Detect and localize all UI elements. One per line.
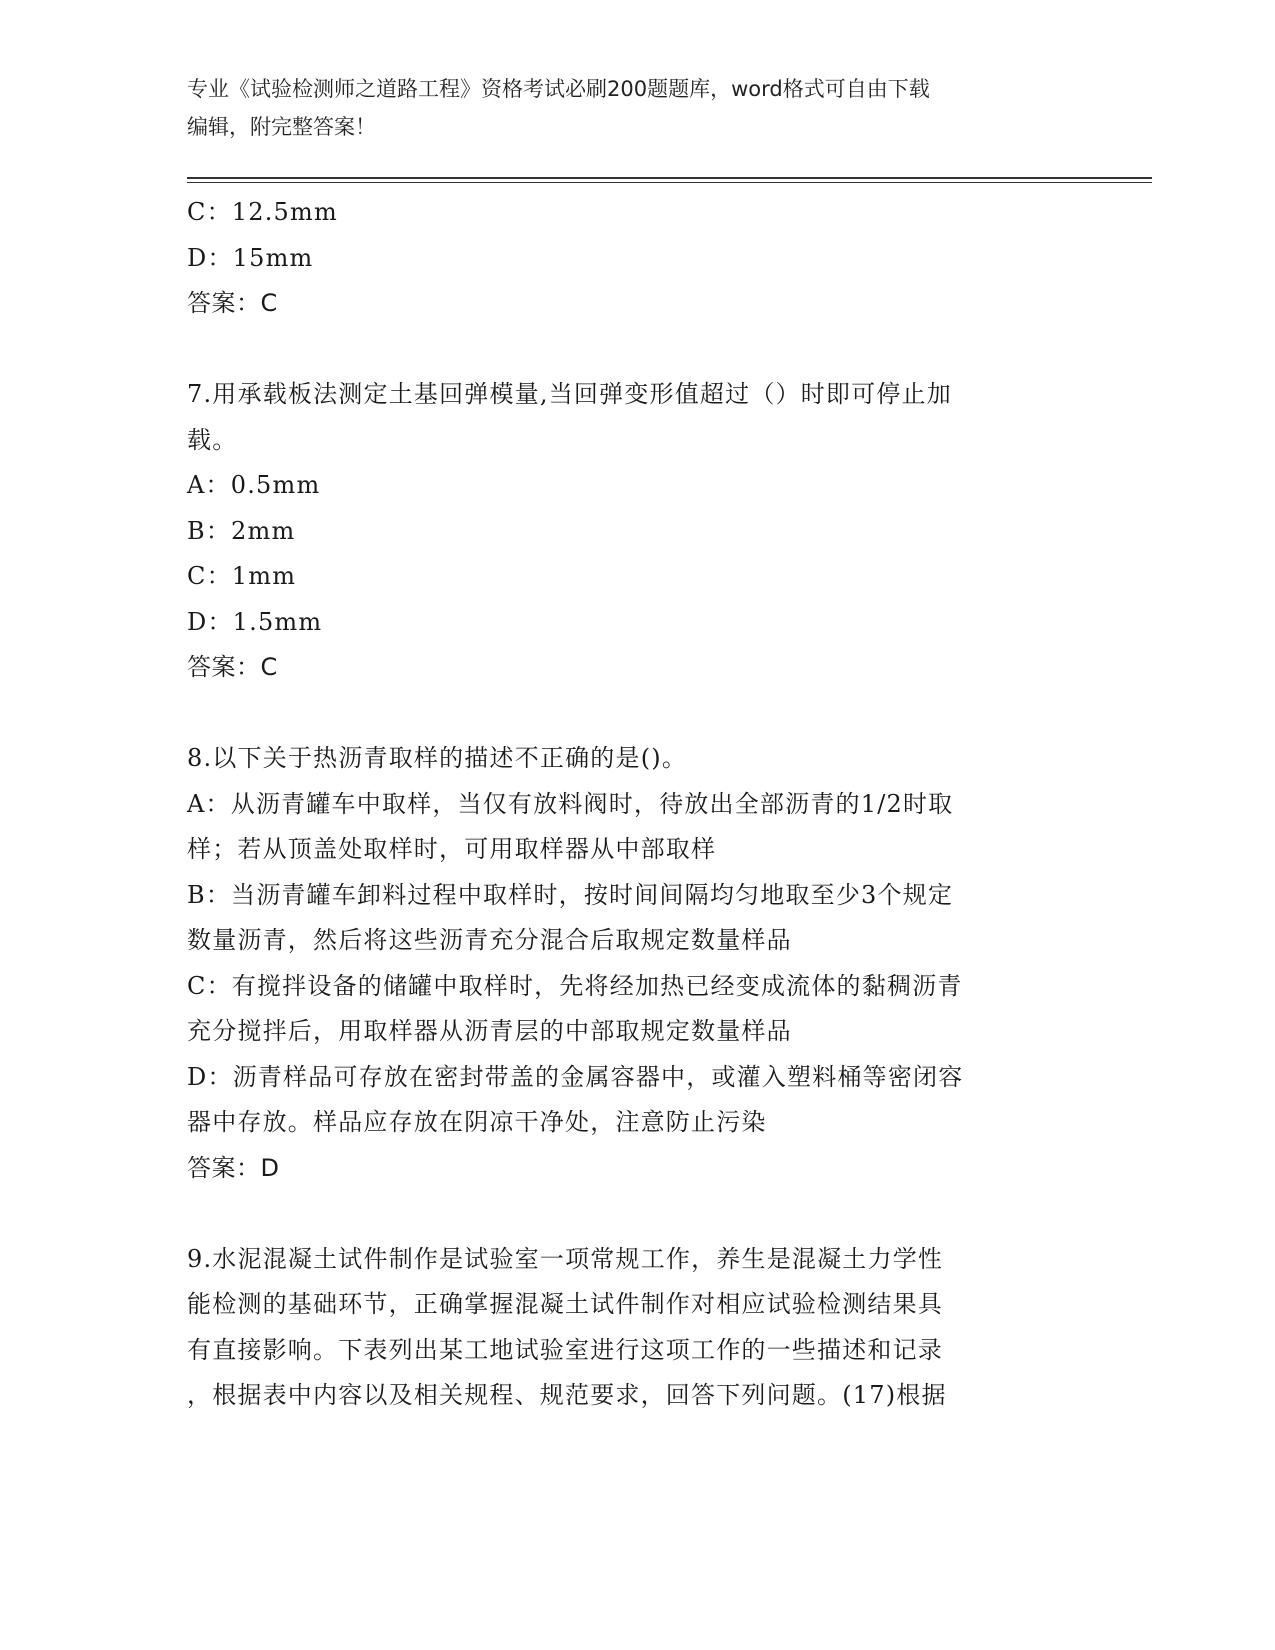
- q8-option-c-line-1: C：有搅拌设备的储罐中取样时，先将经加热已经变成流体的黏稠沥青: [187, 971, 963, 1000]
- q8-answer: 答案：D: [187, 1153, 280, 1182]
- q7-option-b: B：2mm: [187, 516, 296, 545]
- q9-stem-line-2: 能检测的基础环节，正确掌握混凝土试件制作对相应试验检测结果具: [187, 1290, 943, 1318]
- question-6-tail: [187, 190, 1077, 327]
- q7-option-d: D：1.5mm: [187, 607, 323, 636]
- question-7: [187, 372, 1077, 691]
- q9-stem-line-3: 有直接影响。下表列出某工地试验室进行这项工作的一些描述和记录: [187, 1335, 943, 1364]
- q9-stem-line-1: 9.水泥混凝土试件制作是试验室一项常规工作，养生是混凝土力学性: [187, 1244, 944, 1273]
- document-body: [187, 190, 1077, 1419]
- q7-option-a: A：0.5mm: [187, 471, 321, 499]
- q8-stem: 8.以下关于热沥青取样的描述不正确的是()。: [187, 744, 688, 772]
- q7-stem-line-1: 7.用承载板法测定土基回弹模量,当回弹变形值超过（）时即可停止加: [187, 380, 952, 408]
- q8-option-a-line-2: 样；若从顶盖处取样时，可用取样器从中部取样: [187, 835, 717, 863]
- q6-option-c: C：12.5mm: [187, 198, 338, 226]
- q8-option-b-line-1: B：当沥青罐车卸料过程中取样时，按时间间隔均匀地取至少3个规定: [187, 880, 954, 909]
- q8-option-a-line-1: A：从沥青罐车中取样，当仅有放料阀时，待放出全部沥青的1/2时取: [187, 789, 954, 818]
- q6-answer: 答案：C: [187, 289, 278, 317]
- q6-option-d: D：15mm: [187, 243, 314, 272]
- q8-option-d-line-2: 器中存放。样品应存放在阴凉干净处，注意防止污染: [187, 1108, 767, 1136]
- spacer: [187, 327, 1077, 373]
- page-header: [187, 70, 1067, 146]
- question-8: [187, 736, 1077, 1191]
- q7-answer: 答案：C: [187, 653, 278, 681]
- header-title-line-2: 编辑，附完整答案！: [187, 115, 376, 139]
- q8-option-d-line-1: D：沥青样品可存放在密封带盖的金属容器中，或灌入塑料桶等密闭容: [187, 1062, 964, 1091]
- header-divider-thin: [187, 182, 1152, 183]
- q7-option-c: C：1mm: [187, 562, 297, 590]
- header-title-line-1: 专业《试验检测师之道路工程》资格考试必刷200题题库，word格式可自由下载: [187, 77, 930, 101]
- spacer: [187, 1191, 1077, 1237]
- question-9: [187, 1237, 1077, 1419]
- spacer: [187, 691, 1077, 737]
- q8-option-b-line-2: 数量沥青，然后将这些沥青充分混合后取规定数量样品: [187, 926, 792, 954]
- q7-stem-line-2: 载。: [187, 425, 238, 454]
- header-divider-thick: [187, 177, 1152, 179]
- q9-stem-line-4: ，根据表中内容以及相关规程、规范要求，回答下列问题。(17)根据: [187, 1381, 947, 1409]
- q8-option-c-line-2: 充分搅拌后，用取样器从沥青层的中部取规定数量样品: [187, 1017, 792, 1045]
